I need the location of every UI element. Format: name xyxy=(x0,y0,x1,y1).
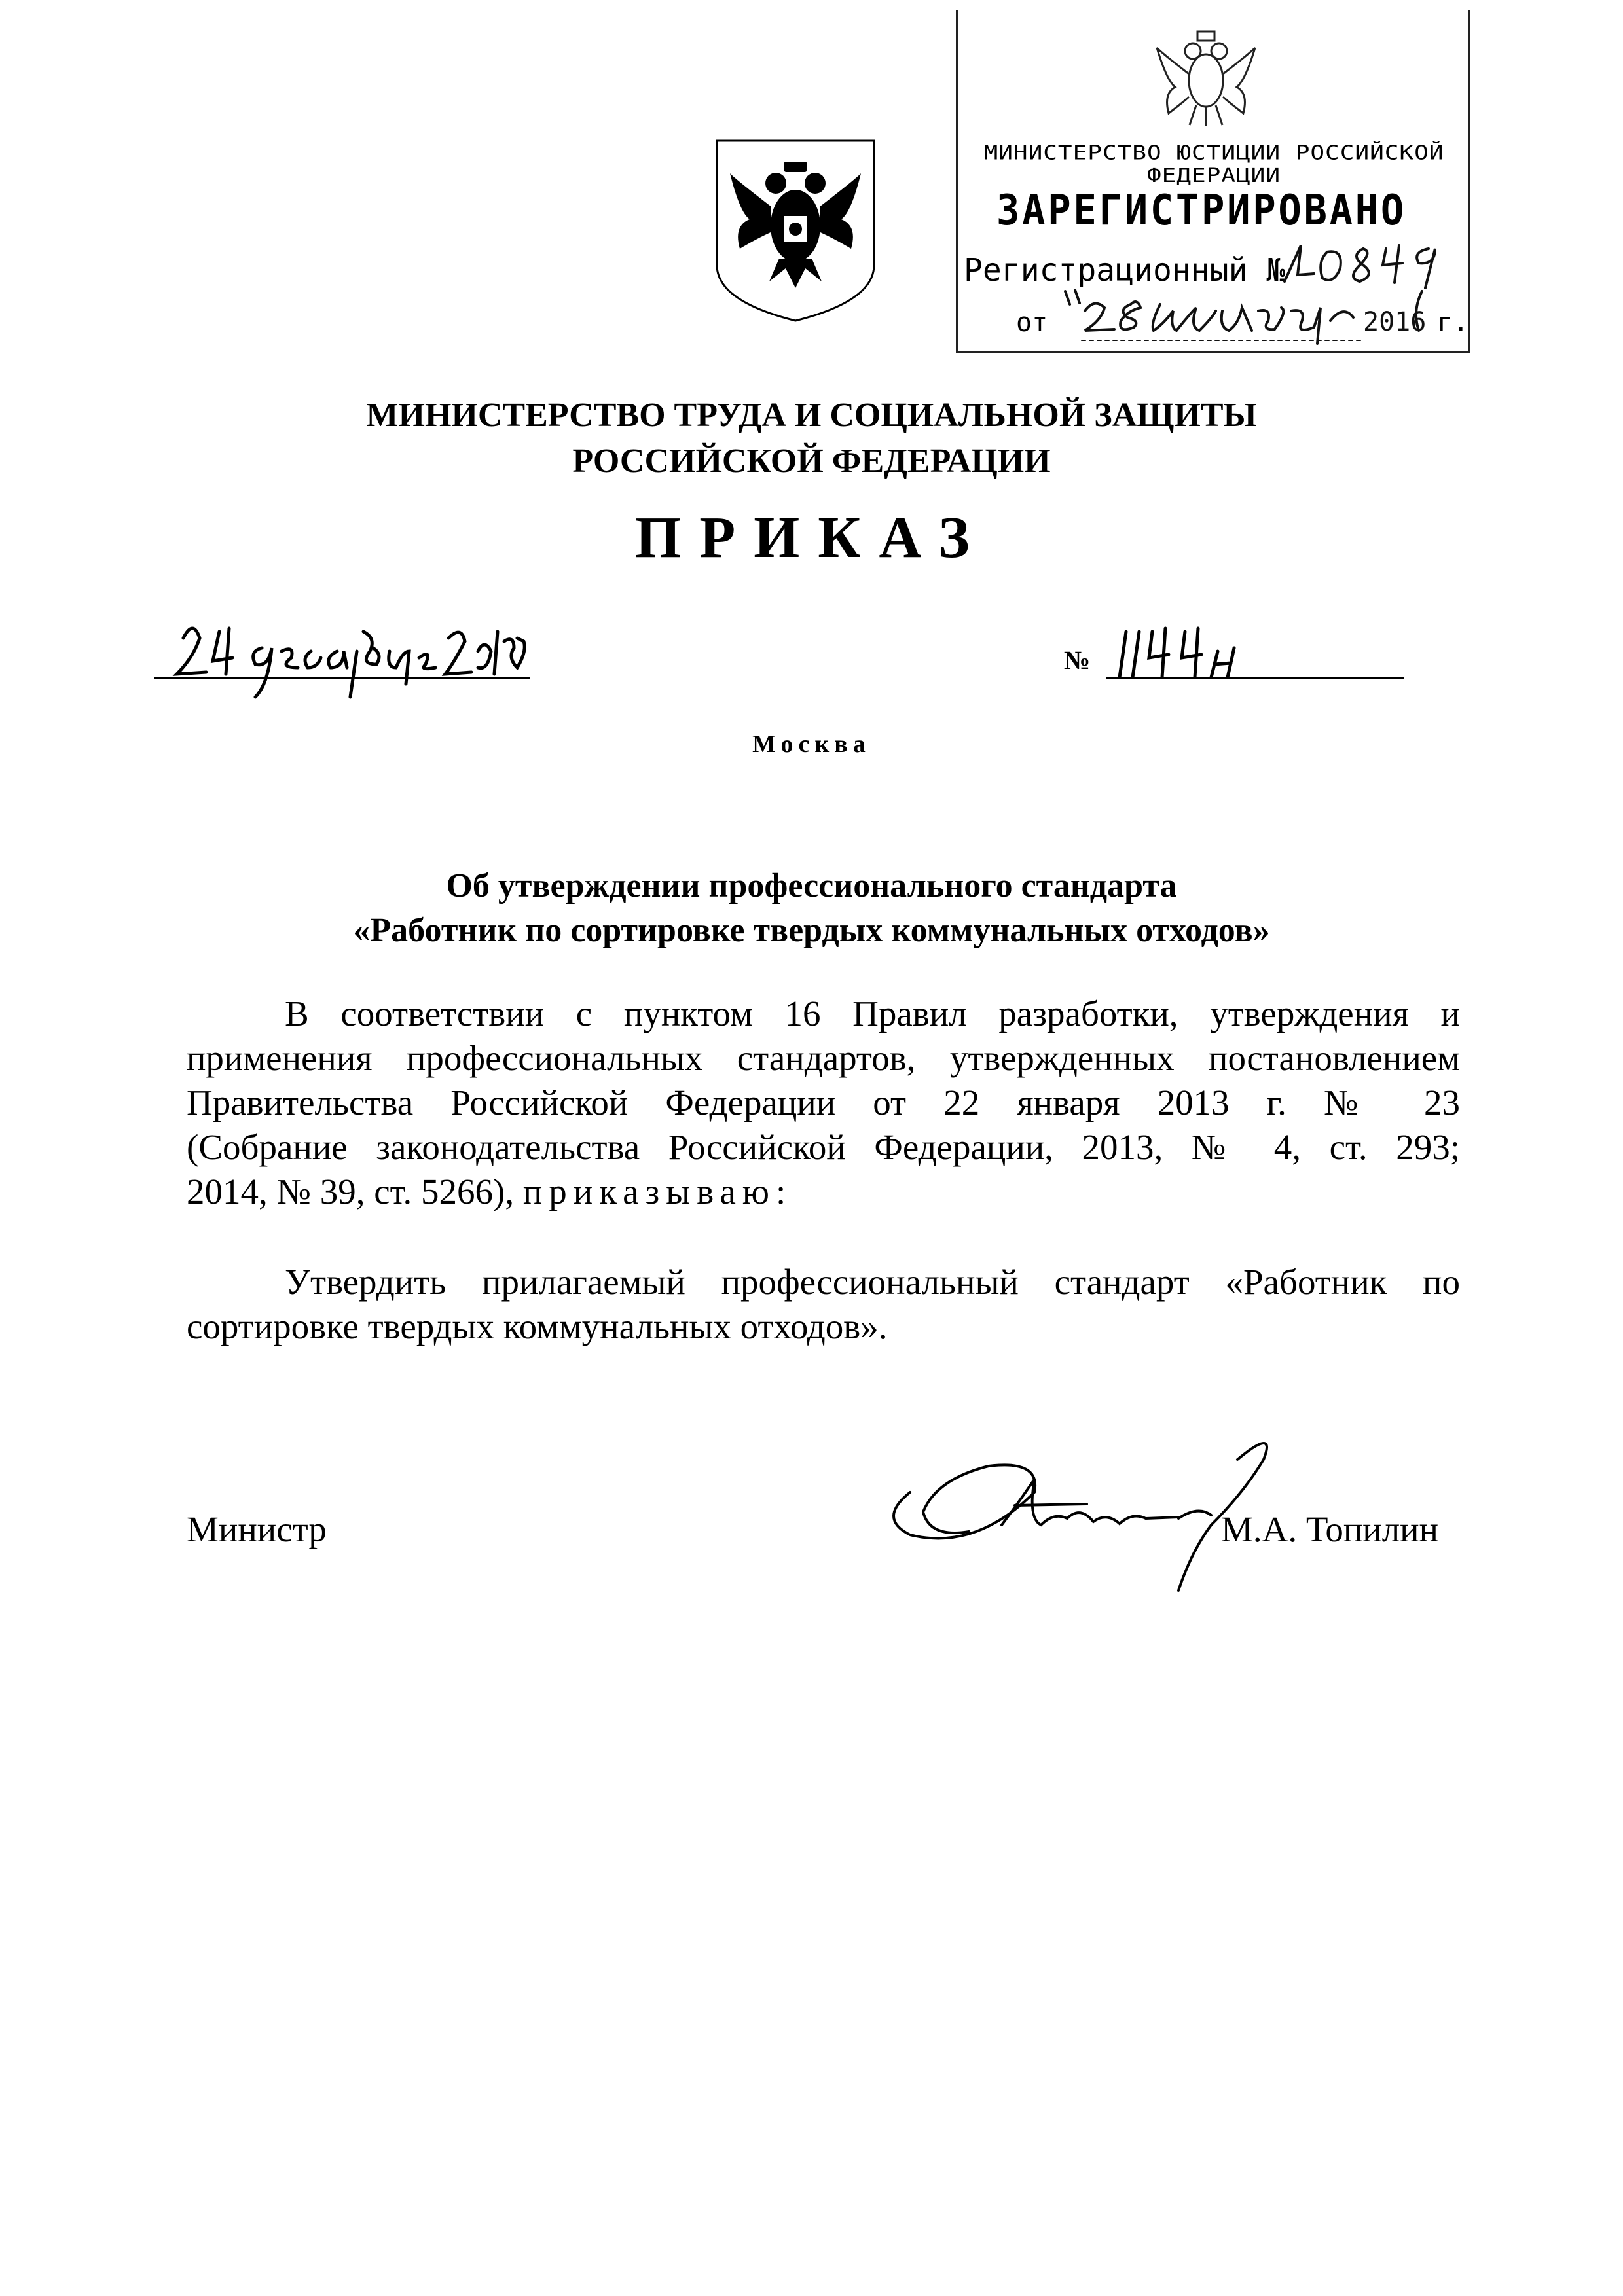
paragraph-preamble xyxy=(187,992,1460,1214)
signatory-position: Министр xyxy=(187,1509,327,1549)
stamp-year-suffix: г. xyxy=(1437,308,1469,338)
order-date-handwritten xyxy=(157,612,530,704)
paragraph-line-text: 2014, № 39, ст. 5266), xyxy=(187,1172,515,1211)
ministry-line-2: РОССИЙСКОЙ ФЕДЕРАЦИИ xyxy=(572,442,1051,480)
order-title-line-1: Об утверждении профессионального стандарта xyxy=(446,867,1177,905)
stamp-date-handwritten xyxy=(1055,285,1448,347)
coat-of-arms-emblem xyxy=(710,134,881,324)
registration-stamp xyxy=(951,10,1482,353)
paragraph-line: Правительства Российской Федерации от 22 января 2013 г. № 23 xyxy=(187,1083,1460,1122)
ministry-line-1: МИНИСТЕРСТВО ТРУДА И СОЦИАЛЬНОЙ ЗАЩИТЫ xyxy=(366,397,1257,434)
paragraph-line-last xyxy=(187,1170,1460,1214)
city: Москва xyxy=(752,730,871,758)
stamp-organization: МИНИСТЕРСТВО ЮСТИЦИИ РОССИЙСКОЙ ФЕДЕРАЦИИ xyxy=(983,141,1444,187)
signatory-name: М.А. Топилин xyxy=(1221,1509,1439,1549)
stamp-date-prefix: от xyxy=(1016,308,1048,338)
ministry-heading xyxy=(0,393,1623,484)
order-title xyxy=(0,864,1623,953)
paragraph-line: Утвердить прилагаемый профессиональный стандарт «Работник по xyxy=(285,1262,1460,1302)
paragraph-line: сортировке твердых коммунальных отходов». xyxy=(187,1306,888,1346)
order-date-underline xyxy=(154,677,530,679)
svg-text:2016: 2016 xyxy=(1363,307,1427,337)
order-title-line-2: «Работник по сортировке твердых коммунальных отходов» xyxy=(353,912,1270,949)
stamp-border-right xyxy=(1468,10,1470,353)
paragraph-line: применения профессиональных стандартов, утвержденных постановлением xyxy=(187,1038,1460,1078)
order-number-underline xyxy=(1106,677,1404,679)
paragraph-resolution xyxy=(187,1260,1460,1349)
double-headed-eagle-icon xyxy=(710,134,881,324)
stamp-border-bottom xyxy=(956,351,1470,353)
paragraph-line: (Собрание законодательства Российской Федерации, 2013, № 4, ст. 293; xyxy=(187,1127,1460,1167)
order-number-handwritten xyxy=(1113,619,1283,684)
document-type: ПРИКАЗ xyxy=(635,505,988,570)
order-number-label: № xyxy=(1064,645,1091,675)
paragraph-line: В соответствии с пунктом 16 Правил разработки, утверждения и xyxy=(285,994,1460,1033)
stamp-number-label: Регистрационный № xyxy=(964,252,1286,289)
stamp-border-left xyxy=(956,10,958,353)
stamp-status: ЗАРЕГИСТРИРОВАНО xyxy=(996,187,1407,235)
order-keyword: приказываю: xyxy=(522,1172,793,1211)
stamp-eagle-icon xyxy=(1150,22,1262,130)
